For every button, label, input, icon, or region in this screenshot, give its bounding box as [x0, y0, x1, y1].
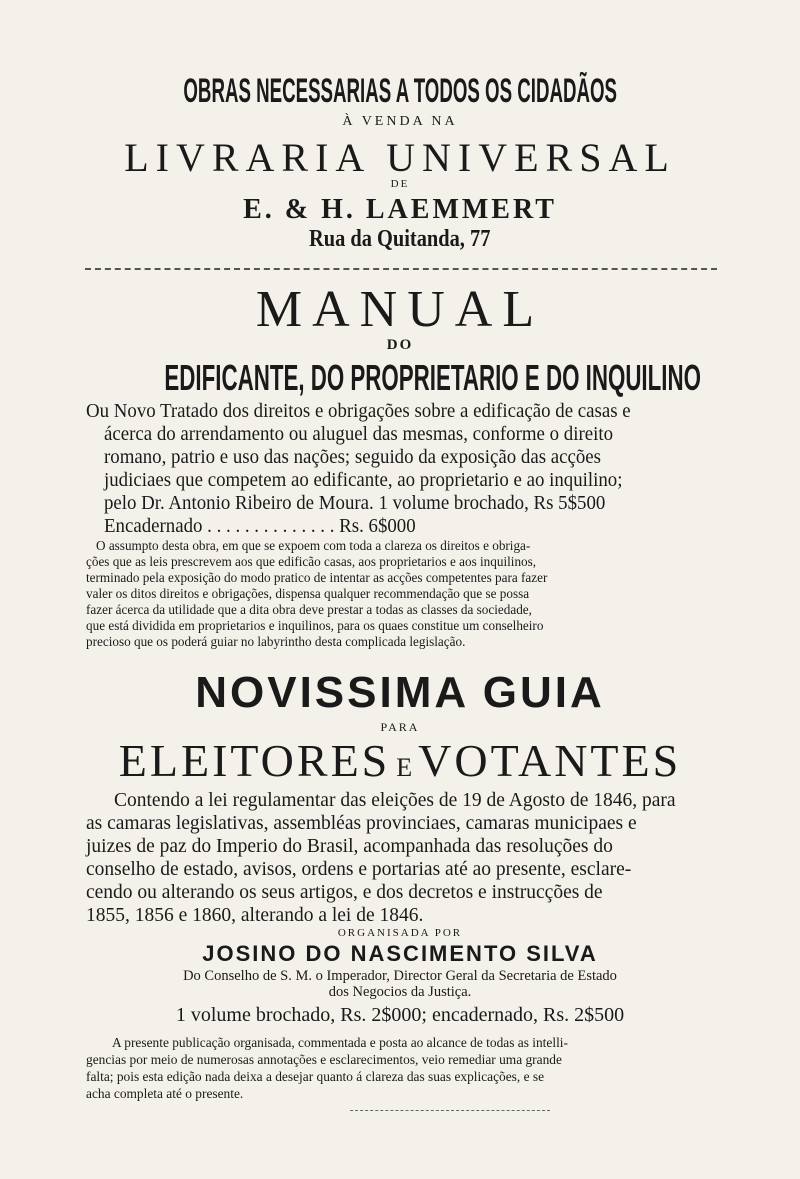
- manual-title: MANUAL: [255, 281, 545, 338]
- address: Rua da Quitanda, 77: [309, 226, 491, 252]
- guia-note-line: gencias por meio de numerosas annotações e esclarecimentos, veio remediar uma grande: [86, 1052, 562, 1067]
- manual-body-line: romano, patrio e uso das nações; seguido da exposição das acções: [104, 446, 602, 468]
- guia-body-line: cendo ou alterando os seus artigos, e dos decretos e instrucções de: [86, 882, 603, 903]
- guia-main-title: [0, 734, 800, 787]
- header-title: OBRAS NECESSARIAS A TODOS OS CIDADÃOS: [183, 72, 617, 110]
- manual-body-line: judiciaes que competem ao edificante, ao proprietario e ao inquilino;: [104, 469, 623, 491]
- guia-body-line: 1855, 1856 e 1860, alterando a lei de 1846.: [86, 905, 424, 926]
- guia-title: NOVISSIMA GUIA: [195, 668, 605, 717]
- manual-note-line: que está dividida em proprietarios e inquilinos, para os quaes constitue um conselheiro: [86, 618, 544, 633]
- manual-note-line: terminado pela exposição do modo pratico de intentar as acções competentes para fazer: [86, 570, 548, 585]
- manual-body-line: pelo Dr. Antonio Ribeiro de Moura. 1 volume brochado, Rs 5$500: [104, 492, 606, 514]
- manual-note-line: precioso que os poderá guiar no labyrintho desta complicada legislação.: [86, 634, 466, 649]
- publishers: E. & H. LAEMMERT: [243, 194, 557, 225]
- manual-note-line: valer os ditos direitos e obrigações, dispensa qualquer recommendação que se possa: [86, 586, 530, 601]
- manual-subtitle: EDIFICANTE, DO PROPRIETARIO E DO INQUILINO: [164, 357, 701, 398]
- guia-main-e: E: [396, 753, 413, 782]
- guia-main-right: VOTANTES: [418, 735, 682, 786]
- guia-main-left: ELEITORES: [118, 735, 391, 786]
- guia-body-line: juizes de paz do Imperio do Brasil, acompanhada das resoluções do: [86, 836, 613, 857]
- manual-do: DO: [386, 337, 414, 353]
- guia-para: PARA: [380, 720, 420, 734]
- end-rule: [350, 1110, 550, 1111]
- manual-price-line: Encadernado . . . . . . . . . . . . . . Rs. 6$000: [104, 515, 416, 537]
- guia-note-line: falta; pois esta edição nada deixa a desejar quanto á clareza das suas explicações, e se: [86, 1069, 545, 1084]
- guia-note-line: acha completa até o presente.: [86, 1086, 244, 1101]
- guia-price-line: 1 volume brochado, Rs. 2$000; encadernado, Rs. 2$500: [175, 1004, 625, 1026]
- organised-by: ORGANISADA POR: [337, 927, 463, 939]
- of-label: DE: [390, 178, 410, 190]
- manual-body-line: Ou Novo Tratado dos direitos e obrigações sobre a edificação de casas e: [86, 400, 631, 422]
- store-name: LIVRARIA UNIVERSAL: [124, 135, 676, 180]
- manual-body-line: ácerca do arrendamento ou aluguel das mesmas, conforme o direito: [104, 423, 614, 445]
- guia-note-line: A presente publicação organisada, commentada e posta ao alcance de todas as intelli-: [112, 1035, 568, 1050]
- manual-note-line: O assumpto desta obra, em que se expoem com toda a clareza os direitos e obriga-: [96, 538, 531, 553]
- manual-note-line: fazer ácerca da utilidade que a dita obra deve prestar a todas as classes da sociedade,: [86, 602, 532, 617]
- guia-body-line: conselho de estado, avisos, ordens e portarias até ao presente, esclare-: [86, 859, 632, 880]
- manual-note-line: ções que as leis prescrevem aos que edificão casas, aos proprietarios e aos inquilinos,: [86, 554, 537, 569]
- author-title-line: dos Negocios da Justiça.: [328, 984, 472, 1000]
- author-title-line: Do Conselho de S. M. o Imperador, Director Geral da Secretaria de Estado: [183, 968, 617, 984]
- guia-body-line: Contendo a lei regulamentar das eleições de 19 de Agosto de 1846, para: [114, 790, 676, 811]
- sale-line: À VENDA NA: [342, 114, 458, 129]
- author-name: JOSINO DO NASCIMENTO SILVA: [202, 941, 598, 966]
- divider: [85, 268, 717, 270]
- guia-body-line: as camaras legislativas, assembléas provinciaes, camaras municipaes e: [86, 813, 637, 834]
